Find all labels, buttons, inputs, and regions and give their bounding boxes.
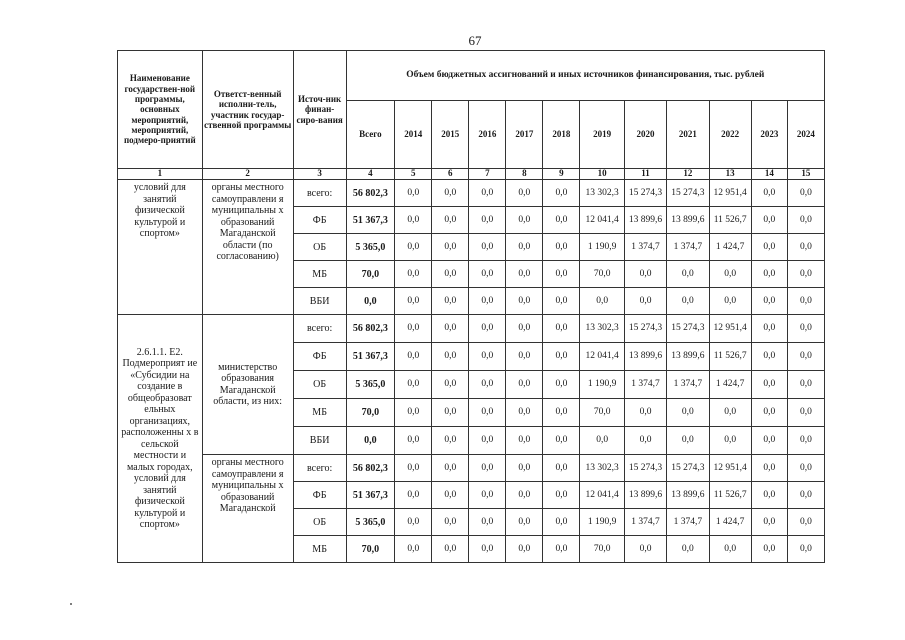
year-value-cell: 0,0 xyxy=(709,427,751,455)
year-value-cell: 1 374,7 xyxy=(624,371,666,399)
year-value-cell: 15 274,3 xyxy=(667,180,709,207)
budget-table xyxy=(117,50,825,563)
year-value-cell: 0,0 xyxy=(543,399,580,427)
year-value-cell: 0,0 xyxy=(543,427,580,455)
funding-source-cell: МБ xyxy=(293,536,346,563)
year-value-cell: 0,0 xyxy=(432,180,469,207)
year-value-cell: 0,0 xyxy=(667,288,709,315)
year-value-cell: 0,0 xyxy=(469,509,506,536)
year-value-cell: 13 899,6 xyxy=(667,343,709,371)
year-value-cell: 0,0 xyxy=(432,399,469,427)
header-year: 2020 xyxy=(624,101,666,169)
year-value-cell: 0,0 xyxy=(543,234,580,261)
funding-source-cell: ФБ xyxy=(293,207,346,234)
year-value-cell: 0,0 xyxy=(432,315,469,343)
header-year: 2015 xyxy=(432,101,469,169)
year-value-cell: 0,0 xyxy=(667,427,709,455)
year-value-cell: 0,0 xyxy=(469,536,506,563)
year-value-cell: 0,0 xyxy=(469,207,506,234)
year-value-cell: 13 899,6 xyxy=(624,482,666,509)
year-value-cell: 13 899,6 xyxy=(624,343,666,371)
year-value-cell: 0,0 xyxy=(751,482,787,509)
total-cell: 70,0 xyxy=(346,261,395,288)
year-value-cell: 1 374,7 xyxy=(624,234,666,261)
year-value-cell: 11 526,7 xyxy=(709,482,751,509)
year-value-cell: 0,0 xyxy=(543,482,580,509)
funding-source-cell: всего: xyxy=(293,180,346,207)
column-number-row xyxy=(118,169,825,180)
column-number: 12 xyxy=(667,169,709,180)
year-value-cell: 0,0 xyxy=(787,288,824,315)
header-name: Наименование государствен-ной программы, основных мероприятий, мероприятий, подмеро-приятий xyxy=(118,51,203,169)
total-cell: 51 367,3 xyxy=(346,343,395,371)
header-volume: Объем бюджетных ассигнований и иных источников финансирования, тыс. рублей xyxy=(346,51,824,101)
responsible-cell: министерство образования Магаданской области, из них: xyxy=(202,315,293,455)
table-row xyxy=(118,315,825,343)
year-value-cell: 0,0 xyxy=(709,399,751,427)
year-value-cell: 0,0 xyxy=(543,343,580,371)
funding-source-cell: ФБ xyxy=(293,482,346,509)
year-value-cell: 0,0 xyxy=(395,371,432,399)
total-cell: 56 802,3 xyxy=(346,455,395,482)
header-year: 2019 xyxy=(580,101,624,169)
program-name-cell: условий для занятий физической культурой и спортом» xyxy=(118,180,203,315)
column-number: 5 xyxy=(395,169,432,180)
year-value-cell: 0,0 xyxy=(469,343,506,371)
year-value-cell: 0,0 xyxy=(506,288,543,315)
year-value-cell: 0,0 xyxy=(395,343,432,371)
year-value-cell: 0,0 xyxy=(395,509,432,536)
funding-source-cell: МБ xyxy=(293,261,346,288)
header-total: Всего xyxy=(346,101,395,169)
year-value-cell: 0,0 xyxy=(787,482,824,509)
year-value-cell: 0,0 xyxy=(395,536,432,563)
year-value-cell: 0,0 xyxy=(432,207,469,234)
year-value-cell: 0,0 xyxy=(395,427,432,455)
total-cell: 0,0 xyxy=(346,427,395,455)
year-value-cell: 0,0 xyxy=(469,234,506,261)
year-value-cell: 0,0 xyxy=(751,261,787,288)
column-number: 10 xyxy=(580,169,624,180)
year-value-cell: 0,0 xyxy=(751,234,787,261)
year-value-cell: 0,0 xyxy=(543,261,580,288)
year-value-cell: 1 190,9 xyxy=(580,371,624,399)
year-value-cell: 0,0 xyxy=(432,482,469,509)
year-value-cell: 0,0 xyxy=(469,180,506,207)
year-value-cell: 0,0 xyxy=(751,509,787,536)
year-value-cell: 0,0 xyxy=(787,234,824,261)
year-value-cell: 0,0 xyxy=(506,207,543,234)
year-value-cell: 0,0 xyxy=(395,399,432,427)
column-number: 3 xyxy=(293,169,346,180)
year-value-cell: 12 041,4 xyxy=(580,207,624,234)
year-value-cell: 0,0 xyxy=(787,261,824,288)
column-number: 6 xyxy=(432,169,469,180)
year-value-cell: 0,0 xyxy=(787,180,824,207)
funding-source-cell: ОБ xyxy=(293,509,346,536)
year-value-cell: 0,0 xyxy=(787,509,824,536)
header-year: 2023 xyxy=(751,101,787,169)
year-value-cell: 11 526,7 xyxy=(709,207,751,234)
table-row xyxy=(118,455,825,482)
year-value-cell: 15 274,3 xyxy=(667,315,709,343)
column-number: 1 xyxy=(118,169,203,180)
year-value-cell: 1 374,7 xyxy=(624,509,666,536)
year-value-cell: 13 302,3 xyxy=(580,315,624,343)
year-value-cell: 70,0 xyxy=(580,261,624,288)
year-value-cell: 0,0 xyxy=(787,207,824,234)
header-year: 2016 xyxy=(469,101,506,169)
year-value-cell: 0,0 xyxy=(751,343,787,371)
year-value-cell: 0,0 xyxy=(432,509,469,536)
year-value-cell: 0,0 xyxy=(787,343,824,371)
year-value-cell: 0,0 xyxy=(543,207,580,234)
funding-source-cell: всего: xyxy=(293,455,346,482)
year-value-cell: 0,0 xyxy=(580,427,624,455)
header-year: 2021 xyxy=(667,101,709,169)
year-value-cell: 0,0 xyxy=(395,180,432,207)
funding-source-cell: ВБИ xyxy=(293,427,346,455)
year-value-cell: 0,0 xyxy=(395,207,432,234)
total-cell: 5 365,0 xyxy=(346,234,395,261)
year-value-cell: 0,0 xyxy=(395,315,432,343)
year-value-cell: 0,0 xyxy=(506,427,543,455)
scan-speck xyxy=(70,603,72,605)
year-value-cell: 15 274,3 xyxy=(624,180,666,207)
year-value-cell: 0,0 xyxy=(751,536,787,563)
year-value-cell: 0,0 xyxy=(624,427,666,455)
funding-source-cell: ОБ xyxy=(293,234,346,261)
column-number: 4 xyxy=(346,169,395,180)
year-value-cell: 13 899,6 xyxy=(624,207,666,234)
year-value-cell: 13 899,6 xyxy=(667,482,709,509)
year-value-cell: 0,0 xyxy=(506,343,543,371)
year-value-cell: 13 302,3 xyxy=(580,180,624,207)
year-value-cell: 15 274,3 xyxy=(667,455,709,482)
year-value-cell: 0,0 xyxy=(506,482,543,509)
year-value-cell: 0,0 xyxy=(506,455,543,482)
year-value-cell: 0,0 xyxy=(751,207,787,234)
total-cell: 70,0 xyxy=(346,399,395,427)
year-value-cell: 0,0 xyxy=(506,399,543,427)
year-value-cell: 0,0 xyxy=(543,315,580,343)
header-year: 2022 xyxy=(709,101,751,169)
year-value-cell: 0,0 xyxy=(624,399,666,427)
year-value-cell: 15 274,3 xyxy=(624,315,666,343)
year-value-cell: 0,0 xyxy=(432,536,469,563)
funding-source-cell: ВБИ xyxy=(293,288,346,315)
year-value-cell: 0,0 xyxy=(751,399,787,427)
year-value-cell: 0,0 xyxy=(432,343,469,371)
year-value-cell: 12 951,4 xyxy=(709,455,751,482)
column-number: 8 xyxy=(506,169,543,180)
year-value-cell: 0,0 xyxy=(469,427,506,455)
year-value-cell: 1 190,9 xyxy=(580,509,624,536)
total-cell: 56 802,3 xyxy=(346,315,395,343)
year-value-cell: 70,0 xyxy=(580,399,624,427)
year-value-cell: 0,0 xyxy=(787,399,824,427)
year-value-cell: 1 424,7 xyxy=(709,234,751,261)
program-name-cell: 2.6.1.1. Е2. Подмероприят ие «Субсидии на создание в общеобразоват ельных организациях, расположенны х в сельской местности и малых городах, условий для занятий физической культурой и спортом» xyxy=(118,315,203,563)
year-value-cell: 0,0 xyxy=(432,261,469,288)
column-number: 15 xyxy=(787,169,824,180)
column-number: 11 xyxy=(624,169,666,180)
year-value-cell: 0,0 xyxy=(506,536,543,563)
responsible-cell: органы местного самоуправлени я муниципальны х образований Магаданской области (по согласованию) xyxy=(202,180,293,315)
year-value-cell: 0,0 xyxy=(624,288,666,315)
year-value-cell: 1 374,7 xyxy=(667,234,709,261)
year-value-cell: 0,0 xyxy=(543,455,580,482)
year-value-cell: 0,0 xyxy=(667,261,709,288)
year-value-cell: 0,0 xyxy=(469,455,506,482)
column-number: 7 xyxy=(469,169,506,180)
funding-source-cell: ФБ xyxy=(293,343,346,371)
year-value-cell: 0,0 xyxy=(787,536,824,563)
year-value-cell: 0,0 xyxy=(751,371,787,399)
year-value-cell: 0,0 xyxy=(751,180,787,207)
year-value-cell: 0,0 xyxy=(787,427,824,455)
year-value-cell: 0,0 xyxy=(469,371,506,399)
year-value-cell: 0,0 xyxy=(506,509,543,536)
header-year: 2018 xyxy=(543,101,580,169)
year-value-cell: 0,0 xyxy=(543,509,580,536)
year-value-cell: 1 424,7 xyxy=(709,509,751,536)
year-value-cell: 13 302,3 xyxy=(580,455,624,482)
total-cell: 56 802,3 xyxy=(346,180,395,207)
year-value-cell: 0,0 xyxy=(624,261,666,288)
column-number: 9 xyxy=(543,169,580,180)
year-value-cell: 13 899,6 xyxy=(667,207,709,234)
year-value-cell: 12 951,4 xyxy=(709,180,751,207)
year-value-cell: 0,0 xyxy=(787,371,824,399)
column-number: 14 xyxy=(751,169,787,180)
year-value-cell: 0,0 xyxy=(469,288,506,315)
header-responsible: Ответст-венный исполни-тель, участник государ-ственной программы xyxy=(202,51,293,169)
year-value-cell: 0,0 xyxy=(787,315,824,343)
year-value-cell: 0,0 xyxy=(751,315,787,343)
year-value-cell: 1 190,9 xyxy=(580,234,624,261)
year-value-cell: 0,0 xyxy=(395,455,432,482)
year-value-cell: 0,0 xyxy=(432,427,469,455)
year-value-cell: 70,0 xyxy=(580,536,624,563)
year-value-cell: 0,0 xyxy=(432,288,469,315)
year-value-cell: 0,0 xyxy=(432,234,469,261)
year-value-cell: 0,0 xyxy=(709,536,751,563)
total-cell: 5 365,0 xyxy=(346,509,395,536)
year-value-cell: 0,0 xyxy=(667,399,709,427)
year-value-cell: 0,0 xyxy=(395,482,432,509)
header-year: 2024 xyxy=(787,101,824,169)
page-number: 67 xyxy=(468,33,482,48)
year-value-cell: 0,0 xyxy=(709,261,751,288)
year-value-cell: 0,0 xyxy=(543,536,580,563)
year-value-cell: 0,0 xyxy=(580,288,624,315)
year-value-cell: 1 374,7 xyxy=(667,509,709,536)
year-value-cell: 0,0 xyxy=(543,288,580,315)
year-value-cell: 0,0 xyxy=(506,234,543,261)
year-value-cell: 0,0 xyxy=(395,234,432,261)
column-number: 2 xyxy=(202,169,293,180)
year-value-cell: 0,0 xyxy=(395,261,432,288)
year-value-cell: 0,0 xyxy=(787,455,824,482)
year-value-cell: 0,0 xyxy=(543,180,580,207)
total-cell: 51 367,3 xyxy=(346,482,395,509)
year-value-cell: 1 374,7 xyxy=(667,371,709,399)
year-value-cell: 0,0 xyxy=(432,455,469,482)
year-value-cell: 0,0 xyxy=(469,399,506,427)
year-value-cell: 15 274,3 xyxy=(624,455,666,482)
total-cell: 5 365,0 xyxy=(346,371,395,399)
year-value-cell: 0,0 xyxy=(506,371,543,399)
year-value-cell: 11 526,7 xyxy=(709,343,751,371)
year-value-cell: 0,0 xyxy=(469,315,506,343)
year-value-cell: 0,0 xyxy=(751,288,787,315)
year-value-cell: 1 424,7 xyxy=(709,371,751,399)
year-value-cell: 0,0 xyxy=(709,288,751,315)
year-value-cell: 0,0 xyxy=(432,371,469,399)
total-cell: 0,0 xyxy=(346,288,395,315)
table-row xyxy=(118,180,825,207)
header-year: 2014 xyxy=(395,101,432,169)
year-value-cell: 0,0 xyxy=(667,536,709,563)
total-cell: 51 367,3 xyxy=(346,207,395,234)
year-value-cell: 0,0 xyxy=(506,315,543,343)
year-value-cell: 12 041,4 xyxy=(580,343,624,371)
year-value-cell: 0,0 xyxy=(751,455,787,482)
year-value-cell: 12 951,4 xyxy=(709,315,751,343)
column-number: 13 xyxy=(709,169,751,180)
year-value-cell: 0,0 xyxy=(506,261,543,288)
header-source: Источ-ник финан-сиро-вания xyxy=(293,51,346,169)
header-year: 2017 xyxy=(506,101,543,169)
year-value-cell: 0,0 xyxy=(543,371,580,399)
funding-source-cell: МБ xyxy=(293,399,346,427)
total-cell: 70,0 xyxy=(346,536,395,563)
year-value-cell: 0,0 xyxy=(624,536,666,563)
funding-source-cell: всего: xyxy=(293,315,346,343)
year-value-cell: 0,0 xyxy=(469,261,506,288)
year-value-cell: 0,0 xyxy=(751,427,787,455)
year-value-cell: 0,0 xyxy=(395,288,432,315)
year-value-cell: 0,0 xyxy=(506,180,543,207)
year-value-cell: 12 041,4 xyxy=(580,482,624,509)
funding-source-cell: ОБ xyxy=(293,371,346,399)
year-value-cell: 0,0 xyxy=(469,482,506,509)
responsible-cell: органы местного самоуправлени я муниципальны х образований Магаданской xyxy=(202,455,293,563)
